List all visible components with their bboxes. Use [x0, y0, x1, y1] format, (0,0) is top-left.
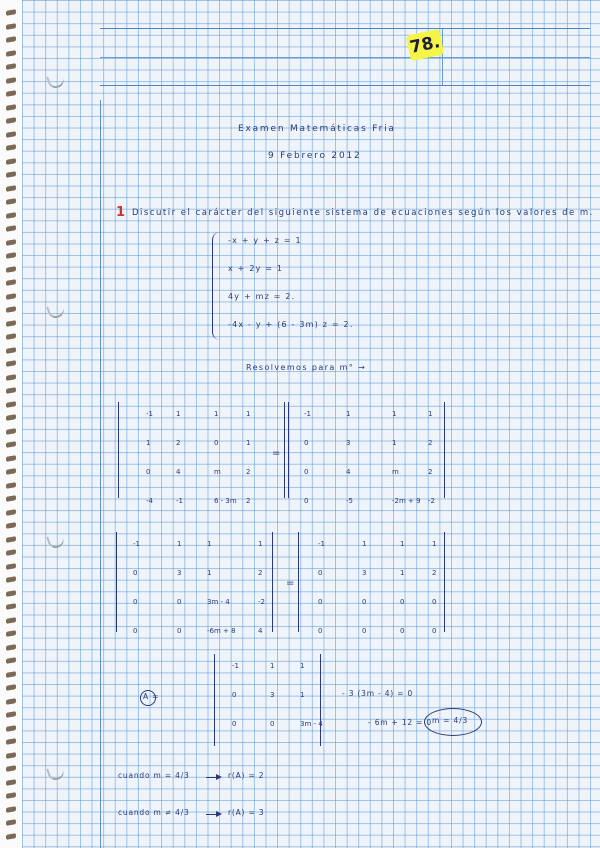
- matrix-1-cell: 1: [214, 410, 219, 418]
- matrix-2-cell: 0: [304, 439, 309, 447]
- matrix-4-cell: 0: [362, 598, 367, 606]
- matrix-3-cell: -6m + 8: [207, 627, 236, 635]
- matrix-3-bar-left: [116, 532, 117, 632]
- equals-sign: =: [272, 448, 281, 459]
- matrix-3-cell: 0: [177, 627, 182, 635]
- matrix-2-cell: -2: [428, 497, 435, 505]
- matrix-5-bar-right: [320, 654, 321, 746]
- matrix-3-cell: 0: [177, 598, 182, 606]
- matrix-3-cell: -1: [133, 540, 140, 548]
- matrix-3-cell: 0: [133, 569, 138, 577]
- matrix-2-cell: m: [392, 468, 399, 476]
- matrix-2-bar-right: [444, 402, 445, 498]
- matrix-1-cell: 2: [176, 439, 181, 447]
- matrix-5-cell: -1: [232, 662, 239, 670]
- matrix-1-cell: -1: [176, 497, 183, 505]
- matrix-4-cell: 0: [362, 627, 367, 635]
- conclusion-2-result: r(A) = 3: [228, 808, 265, 817]
- det-label: A =: [143, 692, 160, 701]
- matrix-4-cell: -1: [318, 540, 325, 548]
- equation-4: -4x - y + (6 - 3m) z = 2.: [228, 320, 354, 329]
- equals-sign: =: [286, 578, 295, 589]
- matrix-4-cell: 0: [432, 627, 437, 635]
- matrix-2-cell: 0: [304, 497, 309, 505]
- resolution-label: Resolvemos para m° →: [246, 363, 367, 372]
- matrix-4-cell: 0: [318, 569, 323, 577]
- matrix-5-cell: 0: [232, 720, 237, 728]
- score-highlight: 78.: [406, 29, 445, 62]
- matrix-1-bar-left: [118, 402, 119, 498]
- equation-3: 4y + mz = 2.: [228, 292, 296, 301]
- exam-title: Examen Matemáticas Fria: [238, 124, 396, 134]
- matrix-2-cell: -2m + 9: [392, 497, 421, 505]
- matrix-3-cell: 3m - 4: [207, 598, 230, 606]
- matrix-3-cell: 1: [207, 540, 212, 548]
- header-box: [100, 28, 590, 86]
- matrix-3-cell: 1: [207, 569, 212, 577]
- matrix-3-cell: 2: [258, 569, 263, 577]
- matrix-4-cell: 1: [400, 540, 405, 548]
- matrix-1-cell: 2: [246, 468, 251, 476]
- matrix-1-cell: 0: [146, 468, 151, 476]
- matrix-1-cell: 1: [246, 439, 251, 447]
- matrix-2-cell: 1: [428, 410, 433, 418]
- matrix-2-cell: 1: [346, 410, 351, 418]
- matrix-1-cell: -4: [146, 497, 153, 505]
- matrix-4-cell: 0: [318, 627, 323, 635]
- spiral-binding: [0, 0, 22, 848]
- matrix-1-cell: 2: [246, 497, 251, 505]
- matrix-3-cell: -2: [258, 598, 265, 606]
- matrix-3-cell: 0: [133, 598, 138, 606]
- det-equation-1: - 3 (3m - 4) = 0: [342, 689, 414, 698]
- matrix-2-cell: 2: [428, 439, 433, 447]
- matrix-3-cell: 4: [258, 627, 263, 635]
- matrix-1-cell: m: [214, 468, 221, 476]
- matrix-1-cell: 6 - 3m: [214, 497, 237, 505]
- matrix-4-cell: 0: [400, 627, 405, 635]
- matrix-4-cell: 0: [400, 598, 405, 606]
- matrix-1-cell: 1: [146, 439, 151, 447]
- conclusion-2-arrow: [206, 814, 220, 815]
- matrix-5-cell: 3: [270, 691, 275, 699]
- matrix-5-cell: 1: [270, 662, 275, 670]
- system-brace: [212, 232, 223, 340]
- matrix-1-cell: -1: [146, 410, 153, 418]
- matrix-2-cell: 4: [346, 468, 351, 476]
- matrix-4-cell: 1: [400, 569, 405, 577]
- matrix-4-bar-left: [298, 532, 299, 632]
- matrix-5-cell: 1: [300, 662, 305, 670]
- conclusion-1-result: r(A) = 2: [228, 771, 265, 780]
- question-number: 1: [116, 205, 126, 220]
- question-text: Discutir el carácter del siguiente sistema de ecuaciones según los valores de m.: [132, 208, 594, 218]
- matrix-5-cell: 0: [232, 691, 237, 699]
- matrix-3-bar-right: [272, 532, 273, 632]
- matrix-4-cell: 1: [432, 540, 437, 548]
- matrix-2-cell: -1: [304, 410, 311, 418]
- matrix-5-bar-left: [214, 654, 215, 746]
- matrix-2-bar-left: [288, 402, 289, 498]
- matrix-1-cell: 4: [176, 468, 181, 476]
- equation-2: x + 2y = 1: [228, 264, 284, 273]
- det-equation-2: - 6m + 12 = 0: [368, 718, 432, 727]
- matrix-1-bar-right: [284, 402, 285, 498]
- matrix-5-cell: 1: [300, 691, 305, 699]
- det-result: m = 4/3: [432, 716, 469, 725]
- matrix-4-cell: 1: [362, 540, 367, 548]
- matrix-1-cell: 1: [246, 410, 251, 418]
- matrix-2-cell: 1: [392, 410, 397, 418]
- matrix-3-cell: 0: [133, 627, 138, 635]
- matrix-3-cell: 1: [258, 540, 263, 548]
- conclusion-1-condition: cuando m = 4/3: [118, 771, 190, 780]
- matrix-2-cell: 0: [304, 468, 309, 476]
- matrix-4-cell: 0: [318, 598, 323, 606]
- matrix-5-cell: 3m - 4: [300, 720, 323, 728]
- matrix-4-cell: 0: [432, 598, 437, 606]
- matrix-4-cell: 3: [362, 569, 367, 577]
- matrix-3-cell: 3: [177, 569, 182, 577]
- matrix-1-cell: 1: [176, 410, 181, 418]
- equation-1: -x + y + z = 1: [228, 236, 302, 245]
- margin-line: [100, 100, 101, 848]
- matrix-3-cell: 1: [177, 540, 182, 548]
- matrix-2-cell: 2: [428, 468, 433, 476]
- matrix-4-cell: 2: [432, 569, 437, 577]
- matrix-4-bar-right: [444, 532, 445, 632]
- matrix-2-cell: 3: [346, 439, 351, 447]
- exam-date: 9 Febrero 2012: [268, 151, 362, 161]
- conclusion-2-condition: cuando m ≠ 4/3: [118, 808, 190, 817]
- matrix-2-cell: 1: [392, 439, 397, 447]
- matrix-1-cell: 0: [214, 439, 219, 447]
- matrix-5-cell: 0: [270, 720, 275, 728]
- matrix-2-cell: -5: [346, 497, 353, 505]
- conclusion-1-arrow: [206, 777, 220, 778]
